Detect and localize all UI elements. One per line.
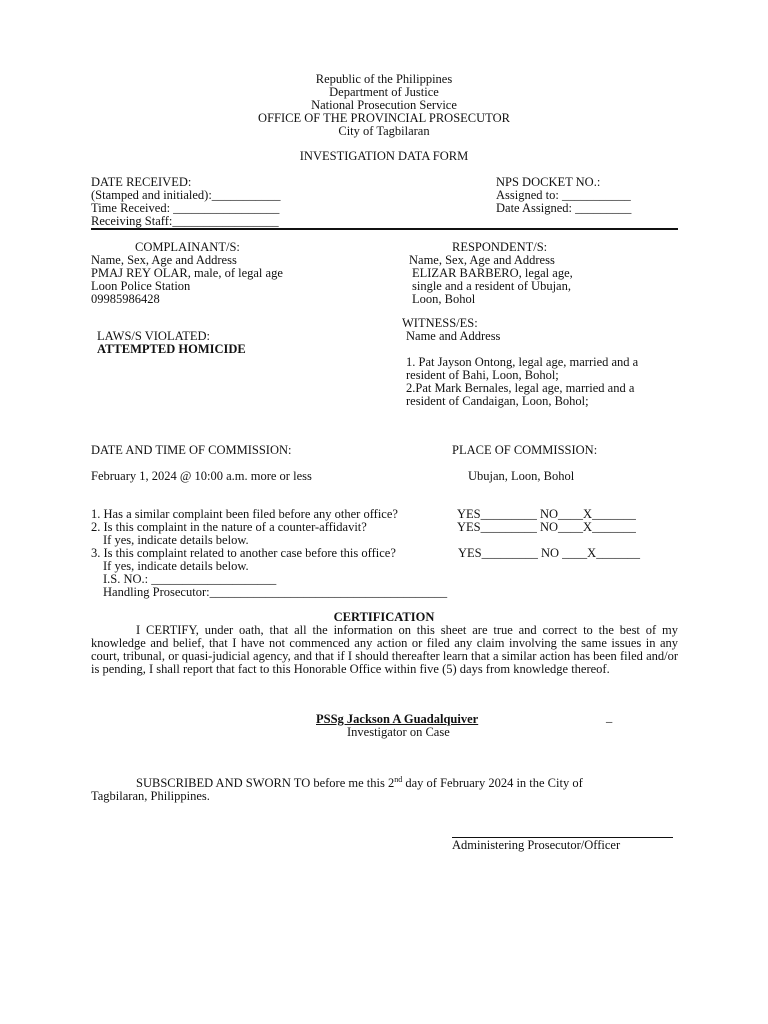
complainant-phone: 09985986428 bbox=[91, 292, 160, 306]
nps-docket-label: NPS DOCKET NO.: bbox=[496, 175, 601, 189]
date-of-commission-value: February 1, 2024 @ 10:00 a.m. more or less bbox=[91, 469, 312, 483]
signatory-title: Investigator on Case bbox=[347, 725, 450, 739]
sworn-ordinal: nd bbox=[394, 774, 403, 784]
certification-heading: CERTIFICATION bbox=[333, 610, 435, 624]
date-assigned-field: Date Assigned: _________ bbox=[496, 201, 632, 215]
witness-2-line-1: 2.Pat Mark Bernales, legal age, married and a bbox=[406, 381, 635, 395]
sworn-location: Tagbilaran, Philippines. bbox=[91, 789, 210, 803]
question-list bbox=[91, 508, 447, 599]
stamped-field: (Stamped and initialed):___________ bbox=[91, 188, 281, 202]
witness-1-line-1: 1. Pat Jayson Ontong, legal age, married and a bbox=[406, 355, 639, 369]
witness-2-line-2: resident of Candaigan, Loon, Bohol; bbox=[406, 394, 589, 408]
date-received-label: DATE RECEIVED: bbox=[91, 175, 192, 189]
witness-subheading: Name and Address bbox=[406, 329, 501, 343]
complainant-station: Loon Police Station bbox=[91, 279, 191, 293]
signatory-name: PSSg Jackson A Guadalquiver bbox=[316, 712, 479, 726]
sworn-part-2: day of February 2024 in the City of bbox=[402, 776, 583, 790]
document-header bbox=[0, 73, 768, 138]
respondent-block bbox=[412, 267, 573, 306]
header-nps: National Prosecution Service bbox=[311, 98, 457, 112]
answer-1: YES_________ NO____X_______ bbox=[457, 507, 636, 521]
time-received-field: Time Received: _________________ bbox=[91, 201, 280, 215]
answer-3: YES_________ NO ____X_______ bbox=[458, 546, 640, 560]
place-of-commission-value: Ubujan, Loon, Bohol bbox=[468, 469, 575, 483]
header-republic: Republic of the Philippines bbox=[315, 72, 453, 86]
certification-body: I CERTIFY, under oath, that all the information on this sheet are true and correct to the best of my knowledge and belief, that I have not commenced any action or filed any claim involving the same issues in any court, tribunal, or quasi-judicial agency, and that if I should thereafter learn that a similar action has been filed and/or is pending, I shall report that fact to this Honorable Office within five (5) days from knowledge thereof. bbox=[91, 623, 678, 676]
witness-list bbox=[406, 356, 638, 408]
complainant-subheading: Name, Sex, Age and Address bbox=[91, 253, 237, 267]
question-3: 3. Is this complaint related to another case before this office? bbox=[91, 546, 396, 560]
respondent-subheading: Name, Sex, Age and Address bbox=[409, 253, 555, 267]
header-city: City of Tagbilaran bbox=[338, 124, 430, 138]
place-of-commission-heading: PLACE OF COMMISSION: bbox=[452, 443, 598, 457]
receiving-staff-field: Receiving Staff:_________________ bbox=[91, 214, 279, 228]
question-2: 2. Is this complaint in the nature of a counter-affidavit? bbox=[91, 520, 367, 534]
complainant-block bbox=[91, 254, 283, 306]
question-1: 1. Has a similar complaint been filed before any other office? bbox=[91, 507, 398, 521]
signatory-line-mark: _ bbox=[606, 710, 613, 724]
question-3-note: If yes, indicate details below. bbox=[103, 559, 249, 573]
question-2-note: If yes, indicate details below. bbox=[103, 533, 249, 547]
respondent-address: Loon, Bohol bbox=[412, 292, 476, 306]
handling-prosecutor-field: Handling Prosecutor:______________________________________ bbox=[103, 585, 448, 599]
date-of-commission-heading: DATE AND TIME OF COMMISSION: bbox=[91, 443, 292, 457]
header-office: OFFICE OF THE PROVINCIAL PROSECUTOR bbox=[258, 111, 510, 125]
complainant-heading: COMPLAINANT/S: bbox=[135, 240, 240, 254]
header-department: Department of Justice bbox=[329, 85, 439, 99]
form-title: INVESTIGATION DATA FORM bbox=[299, 149, 469, 163]
answer-2: YES_________ NO____X_______ bbox=[457, 520, 636, 534]
section-divider bbox=[91, 228, 678, 230]
assigned-to-field: Assigned to: ___________ bbox=[496, 188, 631, 202]
complainant-name: PMAJ REY OLAR, male, of legal age bbox=[91, 266, 283, 280]
respondent-heading: RESPONDENT/S: bbox=[452, 240, 548, 254]
is-no-field: I.S. NO.: ____________________ bbox=[103, 572, 277, 586]
administering-officer-label: Administering Prosecutor/Officer bbox=[452, 838, 621, 852]
sworn-part-1: SUBSCRIBED AND SWORN TO before me this 2 bbox=[136, 776, 395, 790]
respondent-name: ELIZAR BARBERO, legal age, bbox=[412, 266, 573, 280]
receipt-block bbox=[91, 176, 281, 228]
laws-heading: LAWS/S VIOLATED: bbox=[97, 329, 211, 343]
laws-value: ATTEMPTED HOMICIDE bbox=[97, 342, 246, 356]
witness-heading: WITNESS/ES: bbox=[402, 316, 478, 330]
docket-block bbox=[496, 176, 631, 215]
witness-1-line-2: resident of Bahi, Loon, Bohol; bbox=[406, 368, 559, 382]
respondent-status: single and a resident of Ubujan, bbox=[412, 279, 571, 293]
